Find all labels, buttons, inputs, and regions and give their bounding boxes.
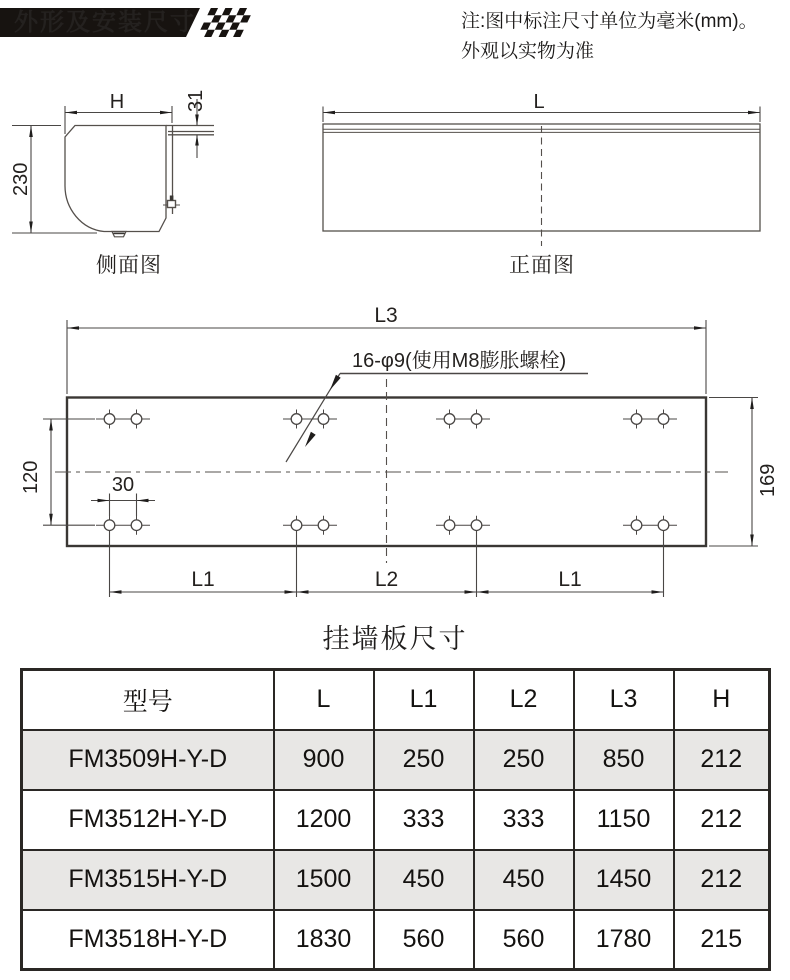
cell-l1: 250 (374, 730, 474, 790)
col-header-l3: L3 (574, 670, 674, 730)
cell-model: FM3512H-Y-D (22, 790, 274, 850)
table-title: 挂墙板尺寸 (322, 624, 468, 654)
front-view-caption: 正面图 (509, 254, 575, 277)
cell-h: 212 (674, 730, 770, 790)
plate-annotation-text: 16-φ9(使用M8膨胀螺栓) (352, 350, 567, 372)
cell-l2: 250 (474, 730, 574, 790)
col-header-h: H (674, 670, 770, 730)
front-view-diagram (323, 124, 760, 246)
cell-l3: 1780 (574, 910, 674, 970)
cell-l: 1200 (274, 790, 374, 850)
dim-label-230: 230 (10, 162, 32, 196)
dim-label-l1-left: L1 (191, 568, 215, 591)
side-view-caption: 侧面图 (96, 254, 162, 277)
cell-l: 900 (274, 730, 374, 790)
cell-l: 1830 (274, 910, 374, 970)
col-header-l: L (274, 670, 374, 730)
checkered-flag-icon (197, 8, 255, 37)
side-view-body-outline (65, 126, 166, 232)
table-row (22, 910, 770, 970)
dim-label-l2: L2 (374, 568, 399, 591)
dim-label-169: 169 (757, 463, 779, 497)
dim-label-l3: L3 (374, 304, 398, 327)
cell-h: 212 (674, 850, 770, 910)
dim-label-l1-right: L1 (558, 568, 582, 591)
section-banner (0, 0, 280, 46)
dim-label-h: H (109, 91, 125, 113)
cell-l3: 850 (574, 730, 674, 790)
table-row (22, 790, 770, 850)
dim-label-l: L (533, 91, 545, 113)
unit-note-line2: 外观以实物为准 (461, 41, 595, 62)
dim-label-30: 30 (111, 474, 135, 496)
cell-l2: 560 (474, 910, 574, 970)
cell-l1: 333 (374, 790, 474, 850)
cell-model: FM3518H-Y-D (22, 910, 274, 970)
table-row (22, 850, 770, 910)
cell-model: FM3509H-Y-D (22, 730, 274, 790)
banner-title: 外形及安装尺寸 (14, 9, 196, 36)
cell-l3: 1150 (574, 790, 674, 850)
col-header-l2: L2 (474, 670, 574, 730)
cell-l: 1500 (274, 850, 374, 910)
cell-l1: 560 (374, 910, 474, 970)
cell-h: 212 (674, 790, 770, 850)
side-view-diagram (65, 126, 214, 237)
cell-l2: 450 (474, 850, 574, 910)
cell-l3: 1450 (574, 850, 674, 910)
dim-label-120: 120 (20, 460, 42, 494)
dim-label-31: 31 (185, 89, 207, 112)
cell-l2: 333 (474, 790, 574, 850)
col-header-model: 型号 (22, 670, 274, 730)
table-header-row (22, 670, 770, 730)
cell-l1: 450 (374, 850, 474, 910)
cell-h: 215 (674, 910, 770, 970)
table-row (22, 730, 770, 790)
unit-note-line1: 注:图中标注尺寸单位为毫米(mm)。 (461, 11, 758, 32)
col-header-l1: L1 (374, 670, 474, 730)
cell-model: FM3515H-Y-D (22, 850, 274, 910)
wall-plate-dimension-table (20, 668, 771, 971)
unit-note (461, 7, 758, 67)
